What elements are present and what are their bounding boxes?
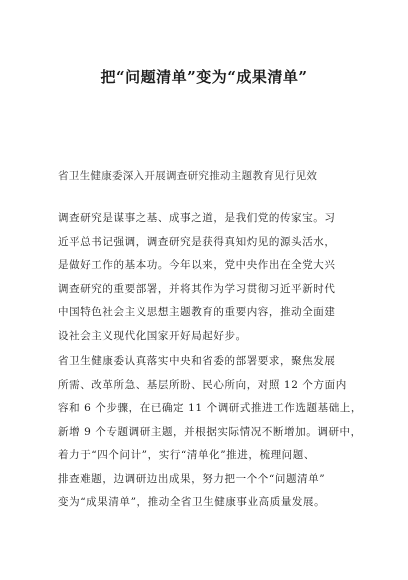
paragraph-line: 设社会主义现代化国家开好局起好步。 [58, 329, 247, 342]
paragraph-line: 中国特色社会主义思想主题教育的重要内容，推动全面建 [58, 306, 336, 318]
paragraph-line: 着力于“四个问计”，实行“清单化”推进，梳理问题、 [58, 449, 315, 461]
paragraph-1 [58, 213, 358, 341]
paragraph-line: 调查研究是谋事之基、成事之道，是我们党的传家宝。习 [58, 212, 336, 224]
paragraph-line: 新增 9 个专题调研主题，并根据实际情况不断增加。调研中， [58, 425, 362, 438]
paragraph-2 [58, 355, 362, 508]
paragraph-line: 变为“成果清单”，推动全省卫生健康事业高质量发展。 [58, 496, 326, 508]
paragraph-line: 是做好工作的基本功。今年以来，党中央作出在全党大兴 [58, 259, 336, 271]
paragraph-line: 所需、改革所急、基层所盼、民心所向，对照 12 个方面内 [58, 378, 347, 391]
paragraph-line: 调查研究的重要部署，并将其作为学习贯彻习近平新时代 [58, 282, 336, 295]
document-title: 把“问题清单”变为“成果清单” [100, 68, 308, 86]
paragraph-line: 容和 6 个步骤，在已确定 11 个调研式推进工作选题基础上， [58, 402, 362, 414]
paragraph-line: 省卫生健康委认真落实中央和省委的部署要求，聚焦发展 [58, 355, 336, 367]
paragraph-line: 近平总书记强调，调查研究是获得真知灼见的源头活水， [58, 235, 336, 248]
document-subtitle: 省卫生健康委深入开展调查研究推动主题教育见行见效 [58, 170, 318, 182]
paragraph-line: 排查难题，边调研边出成果，努力把一个个“问题清单” [58, 472, 326, 485]
